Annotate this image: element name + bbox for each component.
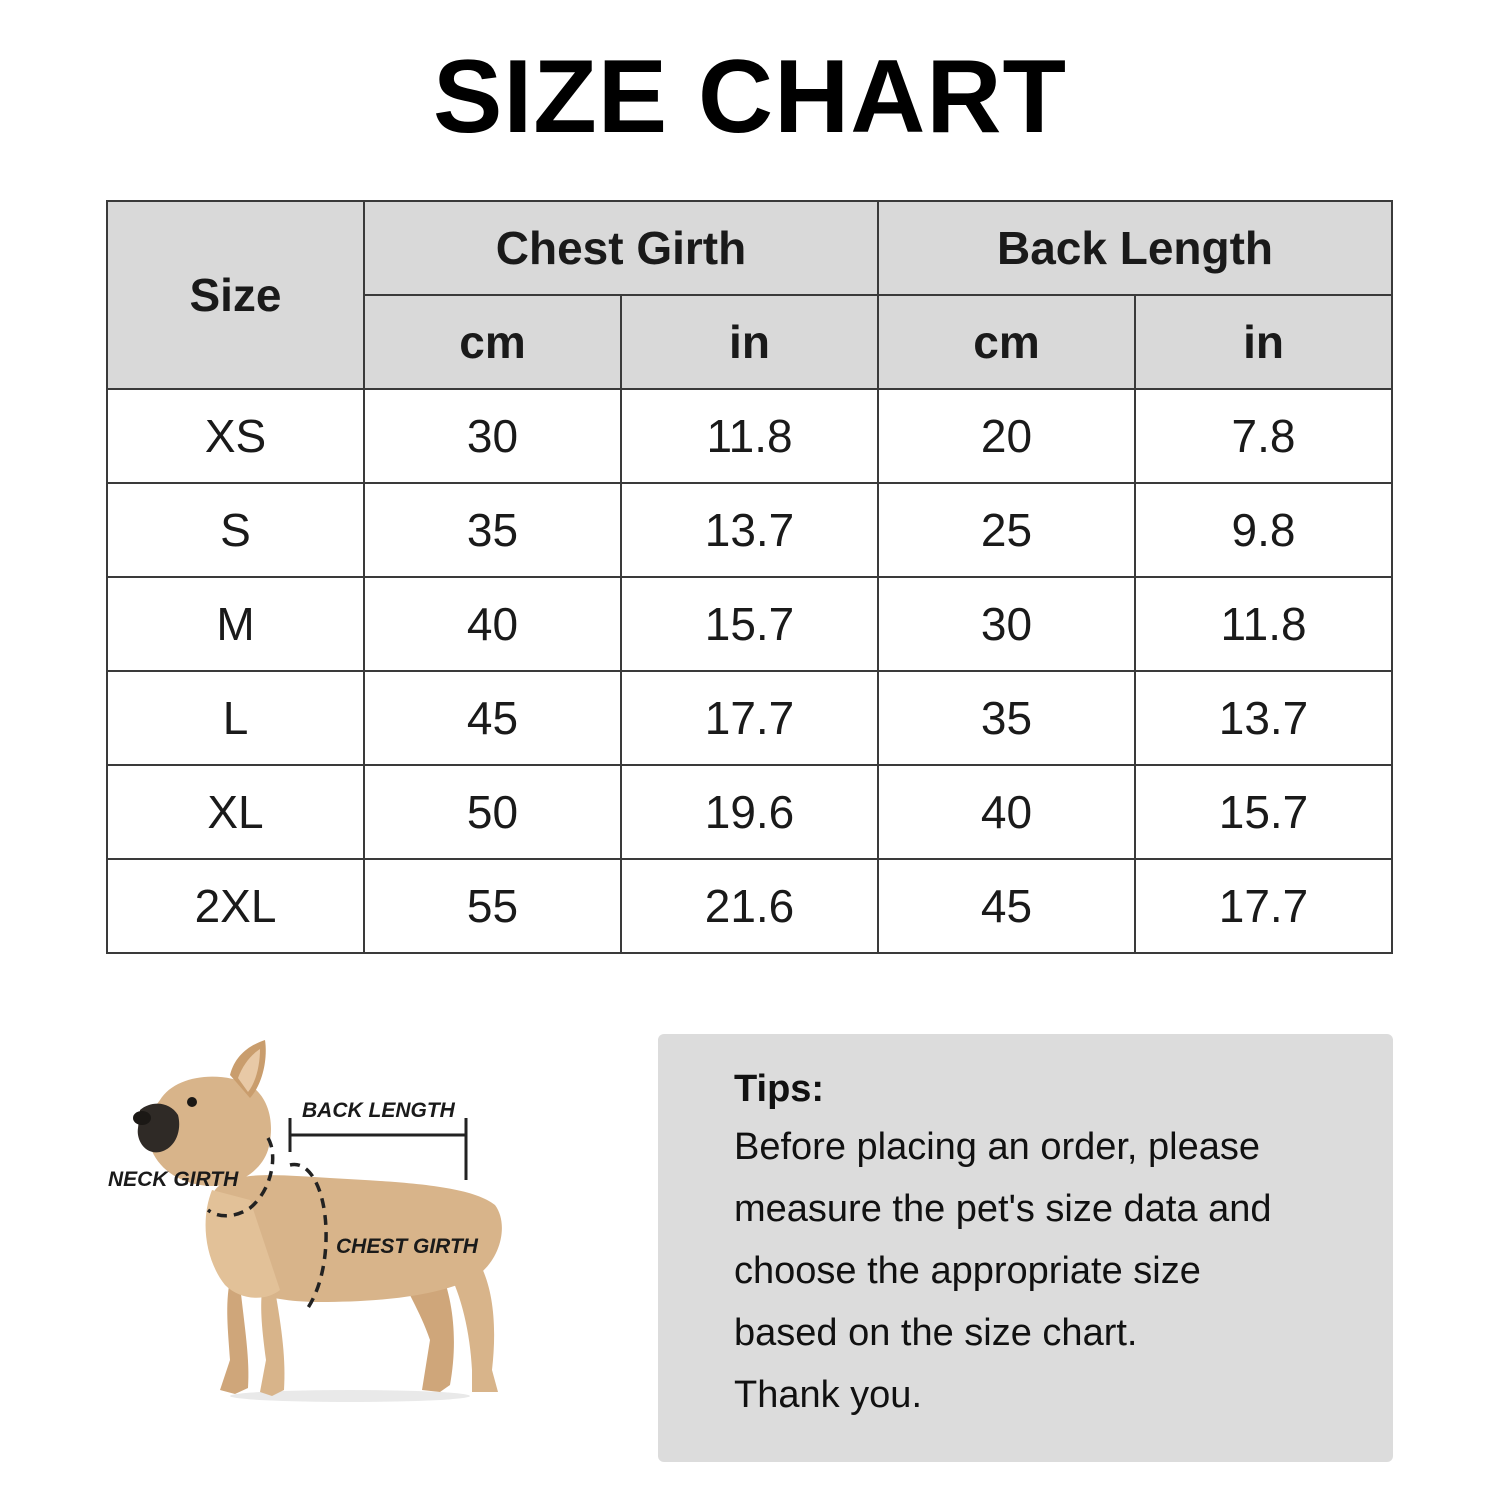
cell-back-in: 9.8 bbox=[1135, 483, 1392, 577]
page-title: SIZE CHART bbox=[433, 39, 1067, 155]
cell-chest-in: 21.6 bbox=[621, 859, 878, 953]
cell-back-cm: 20 bbox=[878, 389, 1135, 483]
cell-size: M bbox=[107, 577, 364, 671]
table-row bbox=[107, 859, 1392, 953]
cell-size: S bbox=[107, 483, 364, 577]
table-row bbox=[107, 671, 1392, 765]
cell-back-cm: 35 bbox=[878, 671, 1135, 765]
dog-measurement-diagram bbox=[100, 1040, 520, 1420]
cell-back-cm: 25 bbox=[878, 483, 1135, 577]
cell-size: 2XL bbox=[107, 859, 364, 953]
cell-back-in: 11.8 bbox=[1135, 577, 1392, 671]
cell-chest-cm: 30 bbox=[364, 389, 621, 483]
header-size: Size bbox=[107, 201, 364, 389]
cell-back-cm: 40 bbox=[878, 765, 1135, 859]
cell-size: L bbox=[107, 671, 364, 765]
cell-chest-in: 15.7 bbox=[621, 577, 878, 671]
dog-illustration bbox=[133, 1040, 502, 1402]
cell-back-cm: 45 bbox=[878, 859, 1135, 953]
table-row bbox=[107, 483, 1392, 577]
unit-back-cm: cm bbox=[878, 295, 1135, 389]
unit-chest-cm: cm bbox=[364, 295, 621, 389]
cell-size: XS bbox=[107, 389, 364, 483]
cell-size: XL bbox=[107, 765, 364, 859]
tips-line: Before placing an order, please bbox=[734, 1126, 1261, 1168]
cell-chest-in: 13.7 bbox=[621, 483, 878, 577]
table-row bbox=[107, 389, 1392, 483]
cell-chest-cm: 45 bbox=[364, 671, 621, 765]
cell-chest-cm: 35 bbox=[364, 483, 621, 577]
tips-box bbox=[658, 1034, 1393, 1462]
cell-back-in: 7.8 bbox=[1135, 389, 1392, 483]
unit-chest-in: in bbox=[621, 295, 878, 389]
size-table bbox=[106, 200, 1393, 954]
chest-girth-label: CHEST GIRTH bbox=[336, 1235, 478, 1258]
cell-back-cm: 30 bbox=[878, 577, 1135, 671]
tips-line: based on the size chart. bbox=[734, 1312, 1138, 1354]
cell-back-in: 13.7 bbox=[1135, 671, 1392, 765]
cell-chest-cm: 55 bbox=[364, 859, 621, 953]
cell-back-in: 17.7 bbox=[1135, 859, 1392, 953]
cell-back-in: 15.7 bbox=[1135, 765, 1392, 859]
unit-back-in: in bbox=[1135, 295, 1392, 389]
cell-chest-in: 11.8 bbox=[621, 389, 878, 483]
tips-line: Thank you. bbox=[734, 1374, 922, 1416]
back-length-label: BACK LENGTH bbox=[302, 1099, 455, 1122]
table-row bbox=[107, 765, 1392, 859]
table-header-row bbox=[107, 201, 1392, 295]
cell-chest-cm: 50 bbox=[364, 765, 621, 859]
header-chest-girth: Chest Girth bbox=[364, 201, 878, 295]
cell-chest-in: 17.7 bbox=[621, 671, 878, 765]
table-row bbox=[107, 577, 1392, 671]
cell-chest-in: 19.6 bbox=[621, 765, 878, 859]
tips-line: measure the pet's size data and bbox=[734, 1188, 1272, 1230]
tips-line: choose the appropriate size bbox=[734, 1250, 1201, 1292]
cell-chest-cm: 40 bbox=[364, 577, 621, 671]
tips-title: Tips: bbox=[734, 1068, 825, 1110]
header-back-length: Back Length bbox=[878, 201, 1392, 295]
neck-girth-label: NECK GIRTH bbox=[108, 1168, 239, 1191]
